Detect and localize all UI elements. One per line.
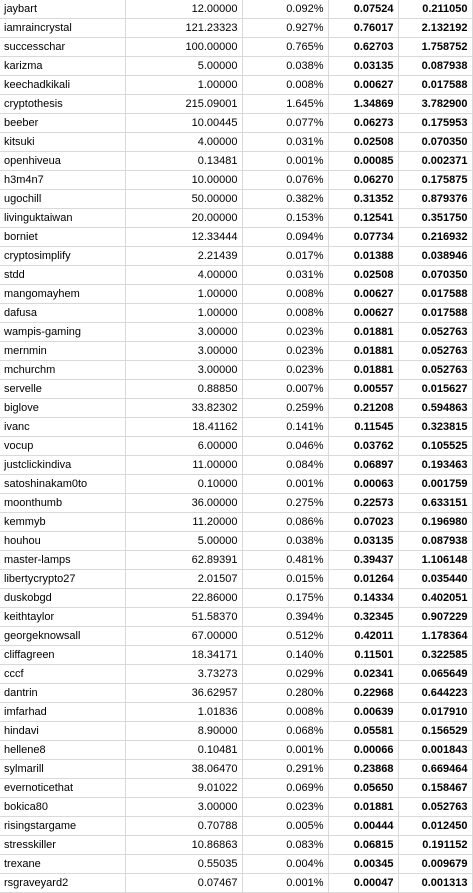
cell-username[interactable]: openhiveua [0,152,125,171]
cell-percent[interactable]: 0.083% [242,836,328,855]
cell-share[interactable]: 0.00063 [328,475,398,494]
cell-username[interactable]: biglove [0,399,125,418]
cell-username[interactable]: stdd [0,266,125,285]
cell-share[interactable]: 0.00557 [328,380,398,399]
table-row [0,665,472,684]
cell-share[interactable]: 0.00085 [328,152,398,171]
table-row [0,589,472,608]
cell-amount[interactable]: 67.00000 [125,627,242,646]
cell-payout[interactable]: 0.017588 [398,285,472,304]
cell-username[interactable]: beeber [0,114,125,133]
cell-payout[interactable]: 3.782900 [398,95,472,114]
table-row [0,76,472,95]
cell-amount[interactable]: 2.01507 [125,570,242,589]
cell-percent[interactable]: 0.094% [242,228,328,247]
cell-percent[interactable]: 0.069% [242,779,328,798]
cell-amount[interactable]: 4.00000 [125,133,242,152]
cell-username[interactable]: kemmyb [0,513,125,532]
table-row [0,0,472,19]
cell-amount[interactable]: 6.00000 [125,437,242,456]
cell-amount[interactable]: 18.34171 [125,646,242,665]
cell-share[interactable]: 0.23868 [328,760,398,779]
cell-share[interactable]: 0.00345 [328,855,398,874]
cell-share[interactable]: 0.06270 [328,171,398,190]
cell-amount[interactable]: 36.00000 [125,494,242,513]
table-row [0,38,472,57]
cell-username[interactable]: livinguktaiwan [0,209,125,228]
cell-username[interactable]: stresskiller [0,836,125,855]
cell-payout[interactable]: 0.191152 [398,836,472,855]
cell-payout[interactable]: 1.178364 [398,627,472,646]
cell-amount[interactable]: 62.89391 [125,551,242,570]
cell-amount[interactable]: 11.20000 [125,513,242,532]
cell-payout[interactable]: 2.132192 [398,19,472,38]
cell-share[interactable]: 0.39437 [328,551,398,570]
cell-payout[interactable]: 0.196980 [398,513,472,532]
cell-payout[interactable]: 0.038946 [398,247,472,266]
cell-share[interactable]: 0.01881 [328,798,398,817]
cell-payout[interactable]: 0.052763 [398,361,472,380]
cell-username[interactable]: risingstargame [0,817,125,836]
cell-share[interactable]: 0.12541 [328,209,398,228]
cell-share[interactable]: 0.06273 [328,114,398,133]
table-row [0,95,472,114]
cell-percent[interactable]: 0.007% [242,380,328,399]
cell-share[interactable]: 0.22968 [328,684,398,703]
cell-share[interactable]: 1.34869 [328,95,398,114]
cell-username[interactable]: successchar [0,38,125,57]
cell-percent[interactable]: 0.092% [242,0,328,19]
cell-payout[interactable]: 0.669464 [398,760,472,779]
table-row [0,627,472,646]
cell-percent[interactable]: 0.023% [242,342,328,361]
cell-percent[interactable]: 0.927% [242,19,328,38]
cell-username[interactable]: hindavi [0,722,125,741]
cell-payout[interactable]: 1.106148 [398,551,472,570]
cell-payout[interactable]: 0.052763 [398,323,472,342]
cell-amount[interactable]: 2.21439 [125,247,242,266]
cell-amount[interactable]: 3.00000 [125,361,242,380]
cell-username[interactable]: mchurchm [0,361,125,380]
cell-amount[interactable]: 36.62957 [125,684,242,703]
cell-percent[interactable]: 0.008% [242,304,328,323]
cell-amount[interactable]: 3.73273 [125,665,242,684]
cell-username[interactable]: h3m4n7 [0,171,125,190]
cell-username[interactable]: dafusa [0,304,125,323]
cell-amount[interactable]: 0.10000 [125,475,242,494]
table-row [0,418,472,437]
cell-percent[interactable]: 0.068% [242,722,328,741]
table-row [0,171,472,190]
cell-share[interactable]: 0.02508 [328,133,398,152]
cell-percent[interactable]: 0.001% [242,152,328,171]
table-row [0,209,472,228]
cell-percent[interactable]: 0.017% [242,247,328,266]
cell-amount[interactable]: 51.58370 [125,608,242,627]
cell-amount[interactable]: 5.00000 [125,532,242,551]
cell-percent[interactable]: 0.008% [242,76,328,95]
cell-percent[interactable]: 0.382% [242,190,328,209]
cell-percent[interactable]: 0.001% [242,475,328,494]
cell-username[interactable]: wampis-gaming [0,323,125,342]
cell-amount[interactable]: 215.09001 [125,95,242,114]
table-row [0,855,472,874]
table-row [0,19,472,38]
cell-username[interactable]: justclickindiva [0,456,125,475]
cell-username[interactable]: sylmarill [0,760,125,779]
cell-payout[interactable]: 0.001759 [398,475,472,494]
table-row [0,798,472,817]
cell-payout[interactable]: 0.644223 [398,684,472,703]
cell-username[interactable]: cryptothesis [0,95,125,114]
table-row [0,722,472,741]
cell-username[interactable]: rsgraveyard2 [0,874,125,893]
cell-share[interactable]: 0.06815 [328,836,398,855]
cell-payout[interactable]: 0.087938 [398,532,472,551]
cell-share[interactable]: 0.01881 [328,323,398,342]
table-row [0,247,472,266]
cell-share[interactable]: 0.42011 [328,627,398,646]
cell-amount[interactable]: 38.06470 [125,760,242,779]
cell-percent[interactable]: 0.275% [242,494,328,513]
cell-amount[interactable]: 0.70788 [125,817,242,836]
cell-amount[interactable]: 5.00000 [125,57,242,76]
table-row [0,494,472,513]
cell-payout[interactable]: 0.015627 [398,380,472,399]
cell-percent[interactable]: 0.259% [242,399,328,418]
cell-share[interactable]: 0.14334 [328,589,398,608]
cell-payout[interactable]: 0.907229 [398,608,472,627]
table-row [0,703,472,722]
cell-username[interactable]: servelle [0,380,125,399]
table-row [0,133,472,152]
cell-amount[interactable]: 3.00000 [125,323,242,342]
cell-amount[interactable]: 11.00000 [125,456,242,475]
cell-amount[interactable]: 0.88850 [125,380,242,399]
table-row [0,551,472,570]
cell-payout[interactable]: 0.052763 [398,798,472,817]
cell-percent[interactable]: 0.004% [242,855,328,874]
cell-share[interactable]: 0.31352 [328,190,398,209]
cell-username[interactable]: borniet [0,228,125,247]
table-row [0,323,472,342]
cell-share[interactable]: 0.00444 [328,817,398,836]
cell-username[interactable]: master-lamps [0,551,125,570]
cell-username[interactable]: georgeknowsall [0,627,125,646]
cell-share[interactable]: 0.32345 [328,608,398,627]
cell-payout[interactable]: 0.594863 [398,399,472,418]
cell-percent[interactable]: 0.031% [242,266,328,285]
table-row [0,190,472,209]
table-row [0,114,472,133]
cell-share[interactable]: 0.00639 [328,703,398,722]
cell-share[interactable]: 0.06897 [328,456,398,475]
table-row [0,646,472,665]
cell-payout[interactable]: 0.052763 [398,342,472,361]
cell-share[interactable]: 0.07023 [328,513,398,532]
cell-percent[interactable]: 0.291% [242,760,328,779]
cell-amount[interactable]: 1.00000 [125,76,242,95]
table-row [0,513,472,532]
table-row [0,437,472,456]
cell-username[interactable]: houhou [0,532,125,551]
cell-percent[interactable]: 0.008% [242,703,328,722]
cell-payout[interactable]: 0.035440 [398,570,472,589]
cell-payout[interactable]: 0.633151 [398,494,472,513]
cell-username[interactable]: keithtaylor [0,608,125,627]
cell-username[interactable]: cliffagreen [0,646,125,665]
table-row [0,285,472,304]
cell-amount[interactable]: 4.00000 [125,266,242,285]
cell-share[interactable]: 0.01388 [328,247,398,266]
cell-username[interactable]: satoshinakam0to [0,475,125,494]
cell-share[interactable]: 0.07524 [328,0,398,19]
cell-amount[interactable]: 121.23323 [125,19,242,38]
cell-payout[interactable]: 0.065649 [398,665,472,684]
cell-username[interactable]: ivanc [0,418,125,437]
cell-percent[interactable]: 0.077% [242,114,328,133]
cell-username[interactable]: trexane [0,855,125,874]
cell-percent[interactable]: 0.038% [242,57,328,76]
cell-amount[interactable]: 100.00000 [125,38,242,57]
cell-share[interactable]: 0.00066 [328,741,398,760]
table-row [0,608,472,627]
cell-username[interactable]: dantrin [0,684,125,703]
cell-amount[interactable]: 10.86863 [125,836,242,855]
table-row [0,817,472,836]
table-row [0,342,472,361]
cell-percent[interactable]: 0.141% [242,418,328,437]
cell-percent[interactable]: 0.046% [242,437,328,456]
cell-percent[interactable]: 0.015% [242,570,328,589]
table-row [0,836,472,855]
cell-amount[interactable]: 1.01836 [125,703,242,722]
cell-percent[interactable]: 0.512% [242,627,328,646]
table-row [0,152,472,171]
cell-payout[interactable]: 0.193463 [398,456,472,475]
cell-share[interactable]: 0.05650 [328,779,398,798]
cell-username[interactable]: duskobgd [0,589,125,608]
cell-share[interactable]: 0.22573 [328,494,398,513]
cell-amount[interactable]: 0.07467 [125,874,242,893]
table-row [0,779,472,798]
cell-payout[interactable]: 0.070350 [398,266,472,285]
cell-username[interactable]: cryptosimplify [0,247,125,266]
table-row [0,304,472,323]
table-row [0,760,472,779]
cell-amount[interactable]: 33.82302 [125,399,242,418]
table-row [0,456,472,475]
cell-payout[interactable]: 0.216932 [398,228,472,247]
cell-payout[interactable]: 0.017910 [398,703,472,722]
cell-username[interactable]: evernoticethat [0,779,125,798]
cell-amount[interactable]: 12.00000 [125,0,242,19]
cell-username[interactable]: ugochill [0,190,125,209]
cell-payout[interactable]: 0.322585 [398,646,472,665]
cell-share[interactable]: 0.01264 [328,570,398,589]
cell-amount[interactable]: 3.00000 [125,798,242,817]
cell-amount[interactable]: 8.90000 [125,722,242,741]
table-row [0,380,472,399]
cell-amount[interactable]: 0.55035 [125,855,242,874]
cell-percent[interactable]: 0.005% [242,817,328,836]
cell-share[interactable]: 0.03135 [328,532,398,551]
cell-payout[interactable]: 0.017588 [398,304,472,323]
cell-share[interactable]: 0.03135 [328,57,398,76]
cell-percent[interactable]: 0.086% [242,513,328,532]
cell-percent[interactable]: 0.029% [242,665,328,684]
cell-payout[interactable]: 0.211050 [398,0,472,19]
cell-payout[interactable]: 1.758752 [398,38,472,57]
table-row [0,475,472,494]
cell-percent[interactable]: 0.001% [242,874,328,893]
cell-username[interactable]: jaybart [0,0,125,19]
cell-amount[interactable]: 18.41162 [125,418,242,437]
table-row [0,532,472,551]
cell-username[interactable]: bokica80 [0,798,125,817]
cell-payout[interactable]: 0.156529 [398,722,472,741]
table-row [0,874,472,893]
cell-payout[interactable]: 0.002371 [398,152,472,171]
cell-percent[interactable]: 0.038% [242,532,328,551]
cell-username[interactable]: cccf [0,665,125,684]
table-row [0,57,472,76]
cell-share[interactable]: 0.07734 [328,228,398,247]
cell-payout[interactable]: 0.001843 [398,741,472,760]
table-row [0,399,472,418]
table-row [0,228,472,247]
cell-amount[interactable]: 0.10481 [125,741,242,760]
cell-percent[interactable]: 0.153% [242,209,328,228]
cell-username[interactable]: imfarhad [0,703,125,722]
cell-share[interactable]: 0.21208 [328,399,398,418]
cell-percent[interactable]: 0.023% [242,323,328,342]
cell-payout[interactable]: 0.070350 [398,133,472,152]
cell-amount[interactable]: 10.00000 [125,171,242,190]
cell-share[interactable]: 0.01881 [328,361,398,380]
cell-amount[interactable]: 9.01022 [125,779,242,798]
cell-amount[interactable]: 0.13481 [125,152,242,171]
table-row [0,266,472,285]
cell-amount[interactable]: 50.00000 [125,190,242,209]
cell-amount[interactable]: 22.86000 [125,589,242,608]
cell-percent[interactable]: 0.765% [242,38,328,57]
table-row [0,741,472,760]
cell-share[interactable]: 0.62703 [328,38,398,57]
cell-percent[interactable]: 0.001% [242,741,328,760]
cell-percent[interactable]: 0.023% [242,361,328,380]
cell-username[interactable]: kitsuki [0,133,125,152]
cell-payout[interactable]: 0.175875 [398,171,472,190]
cell-amount[interactable]: 3.00000 [125,342,242,361]
cell-share[interactable]: 0.02341 [328,665,398,684]
cell-username[interactable]: keechadkikali [0,76,125,95]
cell-username[interactable]: mernmin [0,342,125,361]
cell-amount[interactable]: 12.33444 [125,228,242,247]
cell-payout[interactable]: 0.087938 [398,57,472,76]
table-row [0,570,472,589]
cell-share[interactable]: 0.02508 [328,266,398,285]
table-row [0,361,472,380]
cell-percent[interactable]: 0.008% [242,285,328,304]
cell-username[interactable]: hellene8 [0,741,125,760]
cell-share[interactable]: 0.00047 [328,874,398,893]
cell-percent[interactable]: 0.023% [242,798,328,817]
cell-payout[interactable]: 0.158467 [398,779,472,798]
cell-payout[interactable]: 0.012450 [398,817,472,836]
cell-share[interactable]: 0.01881 [328,342,398,361]
cell-payout[interactable]: 0.351750 [398,209,472,228]
cell-share[interactable]: 0.03762 [328,437,398,456]
cell-share[interactable]: 0.76017 [328,19,398,38]
cell-username[interactable]: vocup [0,437,125,456]
cell-share[interactable]: 0.05581 [328,722,398,741]
cell-percent[interactable]: 0.076% [242,171,328,190]
cell-share[interactable]: 0.11545 [328,418,398,437]
cell-username[interactable]: moonthumb [0,494,125,513]
cell-amount[interactable]: 20.00000 [125,209,242,228]
cell-payout[interactable]: 0.105525 [398,437,472,456]
cell-payout[interactable]: 0.017588 [398,76,472,95]
cell-share[interactable]: 0.00627 [328,304,398,323]
cell-percent[interactable]: 0.394% [242,608,328,627]
cell-share[interactable]: 0.11501 [328,646,398,665]
table-row [0,684,472,703]
cell-username[interactable]: karizma [0,57,125,76]
cell-payout[interactable]: 0.323815 [398,418,472,437]
cell-percent[interactable]: 0.175% [242,589,328,608]
cell-share[interactable]: 0.00627 [328,285,398,304]
cell-payout[interactable]: 0.001313 [398,874,472,893]
cell-amount[interactable]: 1.00000 [125,285,242,304]
cell-percent[interactable]: 0.084% [242,456,328,475]
cell-payout[interactable]: 0.175953 [398,114,472,133]
cell-username[interactable]: libertycrypto27 [0,570,125,589]
cell-payout[interactable]: 0.009679 [398,855,472,874]
cell-username[interactable]: mangomayhem [0,285,125,304]
cell-amount[interactable]: 1.00000 [125,304,242,323]
cell-percent[interactable]: 0.031% [242,133,328,152]
cell-percent[interactable]: 0.280% [242,684,328,703]
cell-percent[interactable]: 1.645% [242,95,328,114]
cell-payout[interactable]: 0.402051 [398,589,472,608]
cell-amount[interactable]: 10.00445 [125,114,242,133]
cell-payout[interactable]: 0.879376 [398,190,472,209]
cell-percent[interactable]: 0.140% [242,646,328,665]
cell-username[interactable]: iamraincrystal [0,19,125,38]
cell-share[interactable]: 0.00627 [328,76,398,95]
cell-percent[interactable]: 0.481% [242,551,328,570]
